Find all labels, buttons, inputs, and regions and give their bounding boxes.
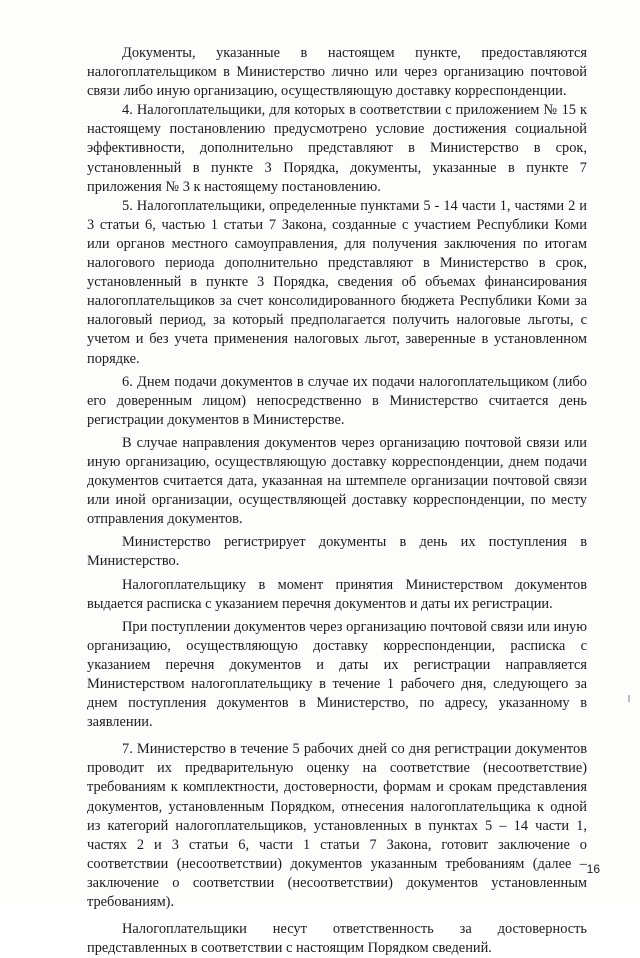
paragraph-postal-receipt: При поступлении документов через организацию почтовой связи или иную организацию, осуществляющую доставку корреспонденции, расписка с указанием перечня документов и даты их регистрации направляется Министерством налогоплательщику в течение 1 рабочего дня, следующего за днем поступления документов в Министерство, по адресу, указанному в заявлении. — [87, 618, 587, 731]
paragraph-responsibility: Налогоплательщики несут ответственность за достоверность представленных в соответствии с настоящим Порядком сведений. — [87, 921, 587, 957]
paragraph-receipt: Налогоплательщику в момент принятия Министерством документов выдается расписка с указанием перечня документов и даты их регистрации. — [87, 576, 587, 612]
paragraph-item-5: 5. Налогоплательщики, определенные пунктами 5 - 14 части 1, частями 2 и 3 статьи 6, частью 1 статьи 7 Закона, созданные с участием Республики Коми или органов местного самоуправления, для получения заключения по итогам налогового периода дополнительно представляют в Министерство в срок, установленный в пункте 3 Порядка, сведения об объемах финансирования налогоплательщиков за счет консолидированного бюджета Республики Коми за налоговый период, за который предполагается получить налоговые льготы, с учетом и без учета применения налоговых льгот, заверенные в установленном порядке. — [87, 197, 587, 367]
paragraph-documents-submission: Документы, указанные в настоящем пункте, предоставляются налогоплательщиком в Министерство лично или через организацию почтовой связи либо иную организацию, осуществляющую доставку корреспонденции. — [87, 45, 587, 100]
paragraph-postal-submission: В случае направления документов через организацию почтовой связи или иную организацию, осуществляющую доставку корреспонденции, днем подачи документов считается дата, указанная на штемпеле организации почтовой связи или иной организации, осуществляющей доставку корреспонденции, по месту отправления документов. — [87, 434, 587, 528]
paragraph-item-6: 6. Днем подачи документов в случае их подачи налогоплательщиком (либо его доверенным лицом) непосредственно в Министерство считается день регистрации документов в Министерстве. — [87, 373, 587, 428]
paragraph-item-7: 7. Министерство в течение 5 рабочих дней со дня регистрации документов проводит их предварительную оценку на соответствие (несоответствие) требованиям к комплектности, достоверности, формам и срокам представления документов, установленным Порядком, отнесения налогоплательщика к одной из категорий налогоплательщиков, установленных в пунктах 5 – 14 части 1, частях 2 и 3 статьи 6, части 1 статьи 7 Закона, готовит заключение о соответствии (несоответствии) документов указанным требованиям (далее – заключение о соответствии (несоответствии) документов установленным требованиям). — [87, 741, 587, 911]
scan-mark — [628, 695, 630, 702]
paragraph-registration: Министерство регистрирует документы в день их поступления в Министерство. — [87, 534, 587, 570]
paragraph-item-4: 4. Налогоплательщики, для которых в соответствии с приложением № 15 к настоящему постановлению предусмотрено условие достижения социальной эффективности, дополнительно представляют в Министерство в срок, установленный в пункте 3 Порядка, документы, указанные в пункте 7 приложения № 3 к настоящему постановлению. — [87, 102, 587, 195]
document-body — [87, 44, 587, 958]
page-number: 16 — [586, 862, 600, 876]
